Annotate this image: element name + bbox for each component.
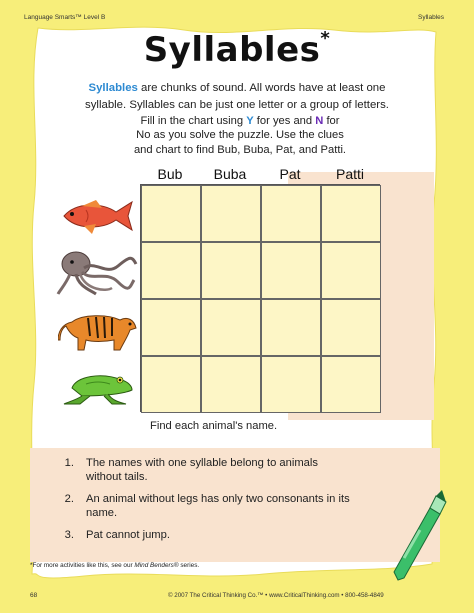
grid-cell-fish-buba[interactable] (201, 185, 261, 242)
instructions-text: Fill in the chart using (140, 115, 247, 127)
copyright-footer: © 2007 The Critical Thinking Co.™ • www.CriticalThinking.com • 800-458-4849 (168, 592, 384, 599)
grid-cell-tiger-patti[interactable] (321, 299, 381, 356)
intro-line1: are chunks of sound. All words have at least one (137, 82, 386, 94)
clue-line: An animal without legs has only two consonants in its (86, 493, 350, 505)
highlighter-icon (390, 488, 450, 589)
footnote-text: series. (178, 562, 200, 569)
instructions-text: for yes and (253, 115, 316, 127)
grid-cell-tiger-buba[interactable] (201, 299, 261, 356)
series-label: Language Smarts™ Level B (24, 14, 106, 21)
page-number: 68 (30, 592, 38, 599)
grid-cell-tiger-bub[interactable] (141, 299, 201, 356)
frog-icon (62, 366, 136, 411)
clue-line: The names with one syllable belong to animals (86, 457, 318, 469)
topic-label: Syllables (417, 14, 444, 21)
title-text: Syllables (143, 30, 321, 70)
clue-text: Pat cannot jump. (86, 529, 170, 541)
clue-line: without tails. (86, 471, 148, 484)
series-title: Mind Benders® (134, 562, 179, 569)
yes-letter: Y (246, 115, 254, 127)
footnote (30, 562, 199, 569)
clue-3 (60, 528, 440, 544)
grid-cell-octopus-patti[interactable] (321, 242, 381, 299)
page-title (0, 30, 474, 70)
footnote-text: *For more activities like this, see our (30, 562, 135, 569)
grid-cell-fish-bub[interactable] (141, 185, 201, 242)
grid-cell-octopus-pat[interactable] (261, 242, 321, 299)
find-name-caption: Find each animal's name. (150, 420, 278, 432)
instructions-text: and chart to find Bub, Buba, Pat, and Patti. (133, 143, 347, 156)
clue-text (86, 456, 416, 485)
grid-cell-fish-patti[interactable] (321, 185, 381, 242)
title-footnote-mark: * (320, 28, 331, 49)
column-header-patti: Patti (335, 166, 364, 182)
octopus-icon (56, 246, 138, 301)
no-letter: N (315, 115, 324, 127)
clue-1 (60, 456, 440, 486)
instructions (110, 114, 370, 157)
intro-line2: syllable. Syllables can be just one letter or a group of letters. (85, 99, 389, 111)
logic-grid (140, 184, 380, 412)
intro-keyword: Syllables (88, 82, 138, 94)
column-header-buba: Buba (213, 166, 247, 182)
grid-cell-fish-pat[interactable] (261, 185, 321, 242)
instructions-text: No as you solve the puzzle. Use the clues (136, 129, 344, 142)
intro-paragraph (38, 80, 436, 114)
clue-text (86, 492, 416, 521)
grid-cell-tiger-pat[interactable] (261, 299, 321, 356)
tiger-icon (58, 306, 138, 357)
fish-icon (56, 196, 136, 241)
grid-cell-frog-bub[interactable] (141, 356, 201, 413)
clue-2 (60, 492, 440, 522)
grid-cell-octopus-buba[interactable] (201, 242, 261, 299)
clue-number: 3. (64, 529, 74, 541)
column-header-pat: Pat (279, 166, 301, 182)
grid-cell-frog-pat[interactable] (261, 356, 321, 413)
grid-cell-octopus-bub[interactable] (141, 242, 201, 299)
grid-cell-frog-patti[interactable] (321, 356, 381, 413)
grid-cell-frog-buba[interactable] (201, 356, 261, 413)
clue-line: name. (86, 507, 118, 520)
clue-number: 1. (64, 457, 74, 469)
column-header-bub: Bub (157, 166, 183, 182)
clue-number: 2. (64, 493, 74, 505)
instructions-text: for (323, 115, 340, 127)
